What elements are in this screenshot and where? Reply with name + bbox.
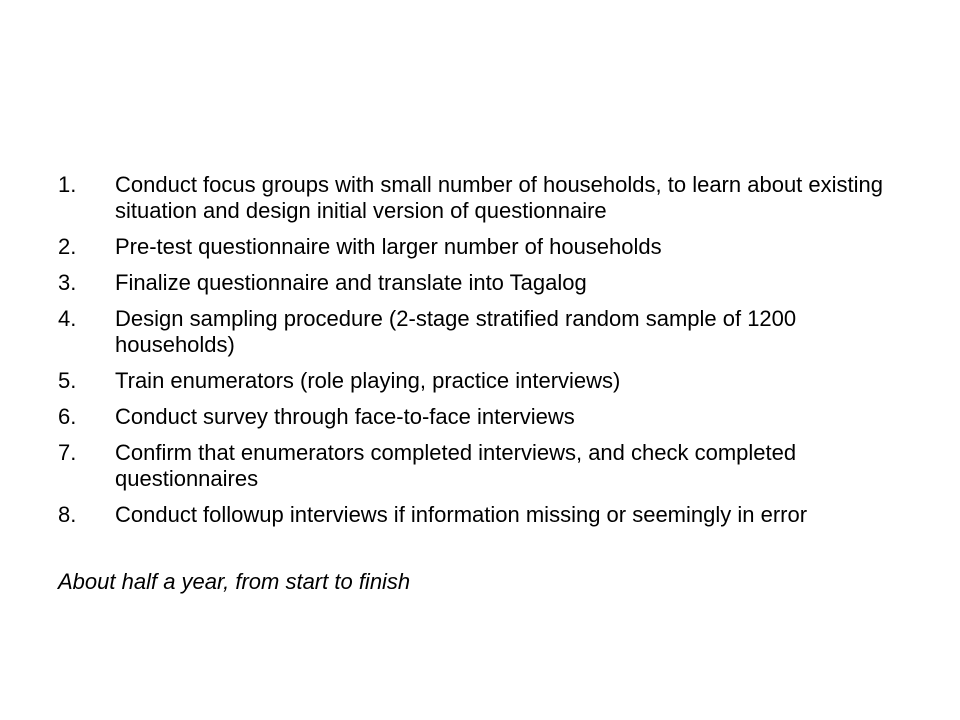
step-number: 6. (58, 404, 77, 429)
step-number: 7. (58, 440, 77, 465)
duration-note: About half a year, from start to finish (58, 569, 411, 594)
list-item (58, 172, 918, 224)
list-item (58, 234, 918, 260)
list-item (58, 368, 918, 394)
step-number: 4. (58, 306, 77, 331)
step-text: Pre-test questionnaire with larger number of households (115, 234, 662, 259)
steps-list (58, 172, 918, 538)
step-text: Design sampling procedure (2-stage stratified random sample of 1200 households) (115, 306, 797, 357)
step-text: Conduct survey through face-to-face interviews (115, 404, 575, 429)
step-text: Finalize questionnaire and translate into Tagalog (115, 270, 587, 295)
list-item (58, 404, 918, 430)
step-text: Conduct focus groups with small number of households, to learn about existing situation and design initial version of questionnaire (115, 172, 883, 223)
step-number: 1. (58, 172, 77, 197)
step-text: Conduct followup interviews if information missing or seemingly in error (115, 502, 808, 527)
step-number: 3. (58, 270, 77, 295)
list-item (58, 306, 918, 358)
step-number: 2. (58, 234, 77, 259)
list-item (58, 502, 918, 528)
list-item (58, 270, 918, 296)
step-text: Train enumerators (role playing, practice interviews) (115, 368, 621, 393)
list-item (58, 440, 918, 492)
step-text: Confirm that enumerators completed interviews, and check completed questionnaires (115, 440, 797, 491)
step-number: 5. (58, 368, 77, 393)
step-number: 8. (58, 502, 77, 527)
